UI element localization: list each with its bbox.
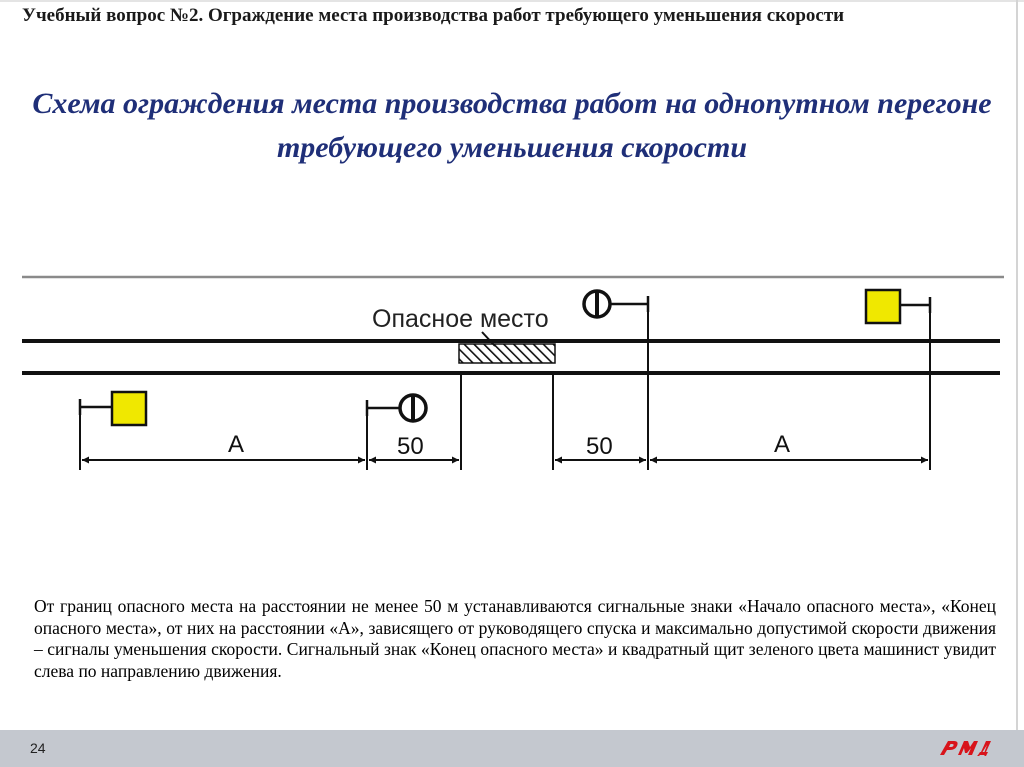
- dim-a-left-label: А: [228, 431, 245, 458]
- speed-reduction-sign-left-icon: [80, 392, 146, 425]
- end-danger-sign-icon: [584, 290, 648, 318]
- scheme-title: Схема ограждения места производства работ на однопутном перегоне требующего уменьшения скорости: [32, 87, 992, 164]
- danger-zone: [459, 344, 555, 363]
- description-text: От границ опасного места на расстоянии не менее 50 м устанавливаются сигнальные знаки «Начало опасного места», «Конец опасного места», от них на расстоянии «А», зависящего от руководящего спуска и максимально допустимой скорости движения – сигналы уменьшения скорости. Сигнальный знак «Конец опасного места» и квадратный щит зеленого цвета машинист увидит слева по направлению движения.: [34, 596, 996, 681]
- footer-bar: [0, 730, 1024, 767]
- dim-50-left-label: 50: [397, 433, 424, 460]
- speed-reduction-sign-right-icon: [866, 290, 930, 323]
- danger-place-label: Опасное место: [372, 305, 549, 333]
- page-number: 24: [30, 740, 46, 756]
- top-border: [0, 0, 1024, 2]
- dim-a-right-label: А: [774, 431, 791, 458]
- start-danger-sign-icon: [367, 394, 426, 422]
- slide-title: Учебный вопрос №2. Ограждение места производства работ требующего уменьшения скорости: [22, 5, 845, 26]
- fencing-diagram: [0, 262, 1024, 474]
- rzd-logo-icon: [936, 737, 992, 759]
- dim-50-right-label: 50: [586, 433, 613, 460]
